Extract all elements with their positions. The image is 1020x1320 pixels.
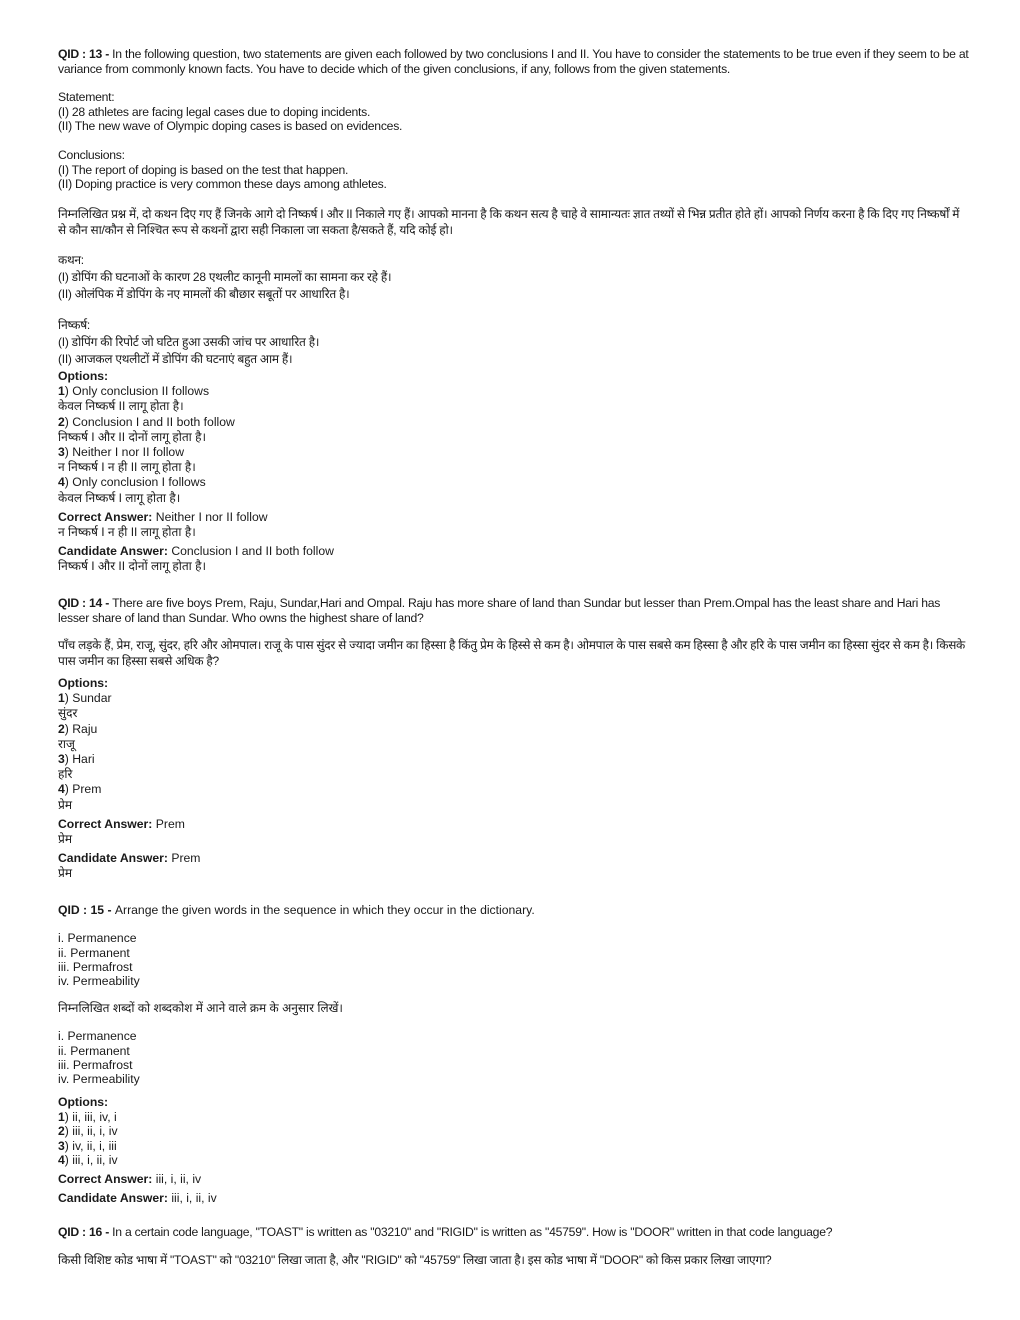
question-13-options <box>58 369 970 575</box>
conclusion-heading: Conclusions: <box>58 147 125 162</box>
statement-1-hi: (I) डोपिंग की घटनाओं के कारण 28 एथलीट कानूनी मामलों का सामना कर रहे हैं। <box>58 269 392 284</box>
options-heading: Options: <box>58 676 109 690</box>
candidate-answer-hi: प्रेम <box>58 866 73 881</box>
question-14-prompt-hi: पाँच लड़के हैं, प्रेम, राजू, सुंदर, हरि और ओमपाल। राजू के पास सुंदर से ज्यादा जमीन का हिस्सा है किंतु प्रेम के हिस्से से कम है। ओमपाल के पास सबसे कम हिस्सा है और हरि के पास जमीन का हिस्सा सुंदर से कम है। किसके पास जमीन का हिस्सा सबसे अधिक है? <box>58 638 966 669</box>
question-16-prompt-en: QID : 16 - In a certain code language, "TOAST" is written as "03210" and "RIGID" is written as "45759". How is "DOOR" written in that code language? <box>58 1225 833 1239</box>
option-3: 3) Neither I nor II follow <box>58 445 184 460</box>
statement-2: (II) The new wave of Olympic doping cases is based on evidences. <box>58 119 403 134</box>
statement-1: (I) 28 athletes are facing legal cases due to doping incidents. <box>58 104 371 119</box>
conclusion-2: (II) Doping practice is very common these days among athletes. <box>58 177 387 192</box>
candidate-answer: Candidate Answer: Conclusion I and II both follow <box>58 544 334 559</box>
option-2-hi: राजू <box>58 736 75 751</box>
option-4-hi: प्रेम <box>58 797 73 812</box>
correct-answer: Correct Answer: iii, i, ii, iv <box>58 1171 202 1186</box>
word-1: i. Permanence <box>58 931 137 946</box>
option-3: 3) Hari <box>58 752 95 767</box>
correct-answer: Correct Answer: Prem <box>58 816 185 831</box>
conclusion-2-hi: (II) आजकल एथलीटों में डोपिंग की घटनाएं बहुत आम हैं। <box>58 351 293 366</box>
question-14-prompt-en: QID : 14 - There are five boys Prem, Raju, Sundar,Hari and Ompal. Raju has more share of land than Sundar but lesser than Prem.Ompal has the least share and Hari has lesser share of land than Sundar. Who owns the highest share of land? <box>58 596 941 625</box>
option-3-hi: हरि <box>58 767 73 782</box>
option-1: 1) Only conclusion II follows <box>58 384 210 399</box>
correct-answer-hi: न निष्कर्ष I न ही II लागू होता है। <box>58 525 196 540</box>
option-4-hi: केवल निष्कर्ष I लागू होता है। <box>58 490 181 505</box>
option-4: 4) Prem <box>58 782 102 797</box>
question-15-prompt-en: QID : 15 - Arrange the given words in the sequence in which they occur in the dictionary. <box>58 903 535 917</box>
question-16-prompt-hi: किसी विशिष्ट कोड भाषा में "TOAST" को "03210" लिखा जाता है, और "RIGID" को "45759" लिखा जाता है। इस कोड भाषा में "DOOR" को किस प्रकार लिखा जाएगा? <box>58 1252 772 1267</box>
word-1-hi-section: i. Permanence <box>58 1029 137 1044</box>
question-text: In the following question, two statements are given each followed by two conclusions I and II. You have to consider the statements to be true even if they seem to be at variance from commonly known facts. You have to decide which of the given conclusions, if any, follows from the given statements. <box>58 47 969 76</box>
question-15-options <box>58 1095 970 1205</box>
word-3: iii. Permafrost <box>58 959 133 974</box>
word-2-hi-section: ii. Permanent <box>58 1043 130 1058</box>
conclusion-heading-hi: निष्कर्ष: <box>58 317 91 332</box>
option-1-hi: केवल निष्कर्ष II लागू होता है। <box>58 399 184 414</box>
statement-2-hi: (II) ओलंपिक में डोपिंग के नए मामलों की बौछार सबूतों पर आधारित है। <box>58 286 350 301</box>
conclusion-1-hi: (I) डोपिंग की रिपोर्ट जो घटित हुआ उसकी जांच पर आधारित है। <box>58 334 320 349</box>
conclusion-1: (I) The report of doping is based on the test that happen. <box>58 162 349 177</box>
option-2: 2) iii, ii, i, iv <box>58 1124 118 1139</box>
options-heading: Options: <box>58 1095 109 1109</box>
option-2-hi: निष्कर्ष I और II दोनों लागू होता है। <box>58 429 207 444</box>
statement-heading: Statement: <box>58 90 115 105</box>
question-13-prompt-en: QID : 13 - In the following question, two statements are given each followed by two conclusions I and II. You have to consider the statements to be true even if they seem to be at variance from commonly known facts. You have to decide which of the given conclusions, if any, follows from the given statements. <box>58 47 969 76</box>
candidate-answer-hi: निष्कर्ष I और II दोनों लागू होता है। <box>58 559 207 574</box>
word-2: ii. Permanent <box>58 945 130 960</box>
question-15 <box>58 903 970 1087</box>
option-2: 2) Raju <box>58 721 98 736</box>
option-3-hi: न निष्कर्ष I न ही II लागू होता है। <box>58 460 196 475</box>
qid-label: QID : 13 <box>58 47 103 61</box>
question-14 <box>58 596 970 669</box>
option-3: 3) iv, ii, i, iii <box>58 1138 117 1153</box>
option-4: 4) iii, i, ii, iv <box>58 1153 118 1168</box>
candidate-answer: Candidate Answer: iii, i, ii, iv <box>58 1190 217 1205</box>
correct-answer: Correct Answer: Neither I nor II follow <box>58 509 268 524</box>
option-1-hi: सुंदर <box>58 706 78 721</box>
word-4-hi-section: iv. Permeability <box>58 1072 140 1087</box>
option-2: 2) Conclusion I and II both follow <box>58 414 235 429</box>
question-14-options <box>58 676 970 882</box>
correct-answer-hi: प्रेम <box>58 832 73 847</box>
statement-heading-hi: कथन: <box>58 252 84 267</box>
question-13 <box>58 47 970 368</box>
word-3-hi-section: iii. Permafrost <box>58 1058 133 1073</box>
option-4: 4) Only conclusion I follows <box>58 475 206 490</box>
candidate-answer: Candidate Answer: Prem <box>58 851 201 866</box>
question-16 <box>58 1225 970 1269</box>
option-1: 1) ii, iii, iv, i <box>58 1109 117 1124</box>
question-13-prompt-hi: निम्नलिखित प्रश्न में, दो कथन दिए गए हैं जिनके आगे दो निष्कर्ष I और II निकाले गए हैं। आपको मानना है कि कथन सत्य है चाहे वे सामान्यतः ज्ञात तथ्यों से भिन्न प्रतीत होते हों। आपको निर्णय करना है कि दिए गए निष्कर्षों में से कौन सा/कौन से निश्चित रूप से कथनों द्वारा सही निकाला जा सकता है/सकते हैं, यदि कोई हो। <box>58 206 960 237</box>
word-4: iv. Permeability <box>58 974 140 989</box>
options-heading: Options: <box>58 369 109 383</box>
option-1: 1) Sundar <box>58 691 112 706</box>
question-15-prompt-hi: निम्नलिखित शब्दों को शब्दकोश में आने वाले क्रम के अनुसार लिखें। <box>58 1001 343 1016</box>
